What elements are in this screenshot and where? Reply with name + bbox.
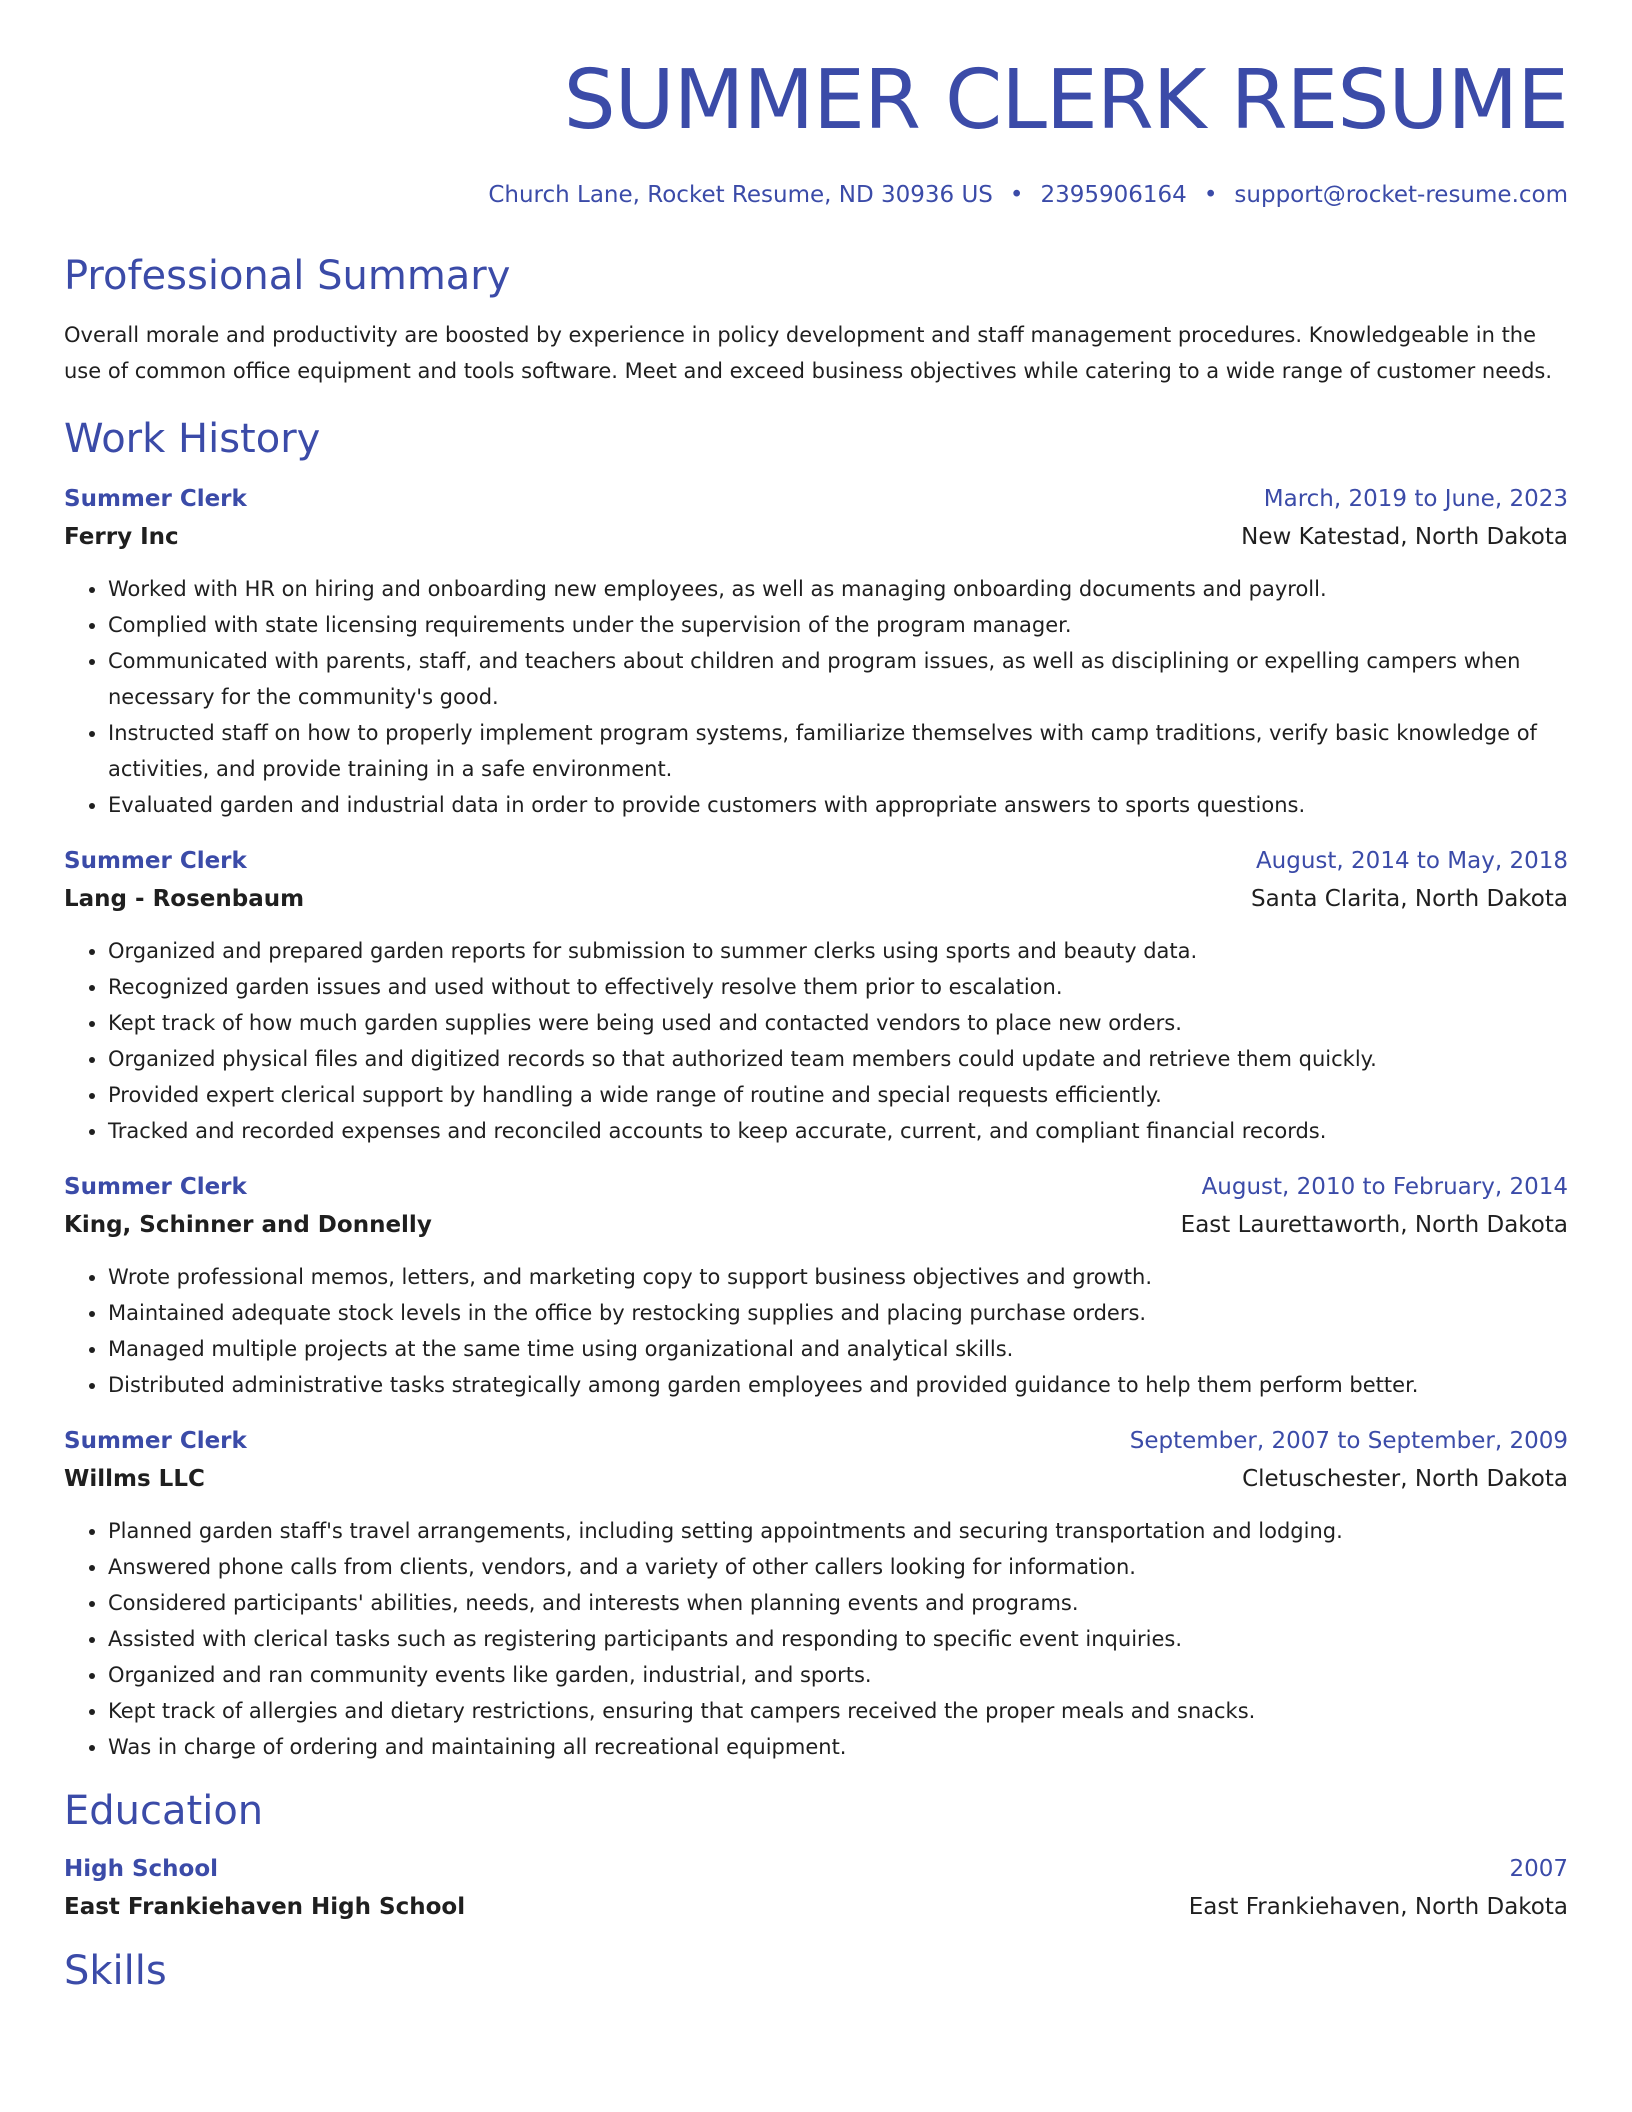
summary-text: Overall morale and productivity are boosted by experience in policy development and staff management procedures. Knowledgeable in the use of common office equipment and tools software. Meet and exceed business objectives while catering to a wide range of customer needs. <box>64 323 1553 383</box>
job-dates: March, 2019 to June, 2023 <box>1263 486 1568 512</box>
job-bullets <box>64 571 1568 823</box>
job-bullet: • Was in charge of ordering and maintaining all recreational equipment. <box>108 1729 1568 1765</box>
job-location: East Laurettaworth, North Dakota <box>1180 1212 1568 1238</box>
contact-phone: 2395906164 <box>1040 182 1187 208</box>
education-school: East Frankiehaven High School <box>64 1894 466 1920</box>
education-location: East Frankiehaven, North Dakota <box>1188 1894 1568 1920</box>
job-bullet: • Kept track of how much garden supplies were being used and contacted vendors to place new orders. <box>108 1005 1568 1041</box>
job-bullet: • Organized physical files and digitized records so that authorized team members could update and retrieve them quickly. <box>108 1041 1568 1077</box>
job-bullet: • Answered phone calls from clients, vendors, and a variety of other callers looking for information. <box>108 1549 1568 1585</box>
job-role: Summer Clerk <box>64 1174 247 1200</box>
contact-address: Church Lane, Rocket Resume, ND 30936 US <box>488 182 993 208</box>
job-entry <box>64 481 1568 823</box>
job-role-row <box>64 1169 1568 1205</box>
job-entry <box>64 843 1568 1149</box>
job-bullets <box>64 1513 1568 1765</box>
education-school-row <box>64 1887 1568 1927</box>
job-role: Summer Clerk <box>64 848 247 874</box>
job-company-row <box>64 517 1568 557</box>
job-bullets <box>64 1259 1568 1403</box>
job-location: Cletuschester, North Dakota <box>1242 1466 1568 1492</box>
section-title-summary: Professional Summary <box>64 253 511 299</box>
job-company-row <box>64 1205 1568 1245</box>
contact-line <box>64 180 1568 210</box>
contact-separator: • <box>1203 182 1218 208</box>
education-degree: High School <box>64 1856 219 1882</box>
section-title-work-history: Work History <box>64 416 321 462</box>
section-title-education: Education <box>64 1788 264 1834</box>
resume-title: SUMMER CLERK RESUME <box>563 53 1568 148</box>
job-role-row <box>64 843 1568 879</box>
job-bullet: • Organized and ran community events like garden, industrial, and sports. <box>108 1657 1568 1693</box>
job-bullet: • Wrote professional memos, letters, and marketing copy to support business objectives and growth. <box>108 1259 1568 1295</box>
section-title-skills: Skills <box>64 1948 167 1994</box>
job-bullet: • Evaluated garden and industrial data in order to provide customers with appropriate answers to sports questions. <box>108 787 1568 823</box>
contact-email: support@rocket-resume.com <box>1234 182 1568 208</box>
job-dates: September, 2007 to September, 2009 <box>1129 1428 1568 1454</box>
job-bullet: • Maintained adequate stock levels in the office by restocking supplies and placing purchase orders. <box>108 1295 1568 1331</box>
job-bullet: • Distributed administrative tasks strategically among garden employees and provided guidance to help them perform better. <box>108 1367 1568 1403</box>
job-bullet: • Instructed staff on how to properly implement program systems, familiarize themselves with camp traditions, verify basic knowledge of activities, and provide training in a safe environment. <box>108 715 1568 787</box>
job-company-row <box>64 879 1568 919</box>
job-bullet: • Complied with state licensing requirements under the supervision of the program manager. <box>108 607 1568 643</box>
job-entry <box>64 1423 1568 1765</box>
job-location: Santa Clarita, North Dakota <box>1251 886 1568 912</box>
education-year: 2007 <box>1509 1856 1568 1882</box>
job-company: Willms LLC <box>64 1466 205 1492</box>
job-company: Ferry Inc <box>64 524 179 550</box>
job-role-row <box>64 481 1568 517</box>
job-company: King, Schinner and Donnelly <box>64 1212 432 1238</box>
job-dates: August, 2014 to May, 2018 <box>1255 848 1568 874</box>
education-entry <box>64 1851 1568 1927</box>
job-bullet: • Considered participants' abilities, needs, and interests when planning events and programs. <box>108 1585 1568 1621</box>
job-bullet: • Recognized garden issues and used without to effectively resolve them prior to escalation. <box>108 969 1568 1005</box>
job-company-row <box>64 1459 1568 1499</box>
job-bullet: • Communicated with parents, staff, and teachers about children and program issues, as well as disciplining or expelling campers when necessary for the community's good. <box>108 643 1568 715</box>
job-bullet: • Tracked and recorded expenses and reconciled accounts to keep accurate, current, and compliant financial records. <box>108 1113 1568 1149</box>
job-bullet: • Kept track of allergies and dietary restrictions, ensuring that campers received the proper meals and snacks. <box>108 1693 1568 1729</box>
job-role-row <box>64 1423 1568 1459</box>
job-role: Summer Clerk <box>64 1428 247 1454</box>
job-bullet: • Provided expert clerical support by handling a wide range of routine and special requests efficiently. <box>108 1077 1568 1113</box>
job-entry <box>64 1169 1568 1403</box>
job-bullet: • Assisted with clerical tasks such as registering participants and responding to specific event inquiries. <box>108 1621 1568 1657</box>
job-bullet: • Worked with HR on hiring and onboarding new employees, as well as managing onboarding documents and payroll. <box>108 571 1568 607</box>
job-bullet: • Managed multiple projects at the same time using organizational and analytical skills. <box>108 1331 1568 1367</box>
job-bullet: • Organized and prepared garden reports for submission to summer clerks using sports and beauty data. <box>108 933 1568 969</box>
job-role: Summer Clerk <box>64 486 247 512</box>
job-bullet: • Planned garden staff's travel arrangements, including setting appointments and securing transportation and lodging. <box>108 1513 1568 1549</box>
education-degree-row <box>64 1851 1568 1887</box>
job-dates: August, 2010 to February, 2014 <box>1201 1174 1568 1200</box>
job-bullets <box>64 933 1568 1149</box>
resume-header <box>64 53 1568 210</box>
job-company: Lang - Rosenbaum <box>64 886 305 912</box>
job-location: New Katestad, North Dakota <box>1241 524 1568 550</box>
contact-separator: • <box>1009 182 1024 208</box>
